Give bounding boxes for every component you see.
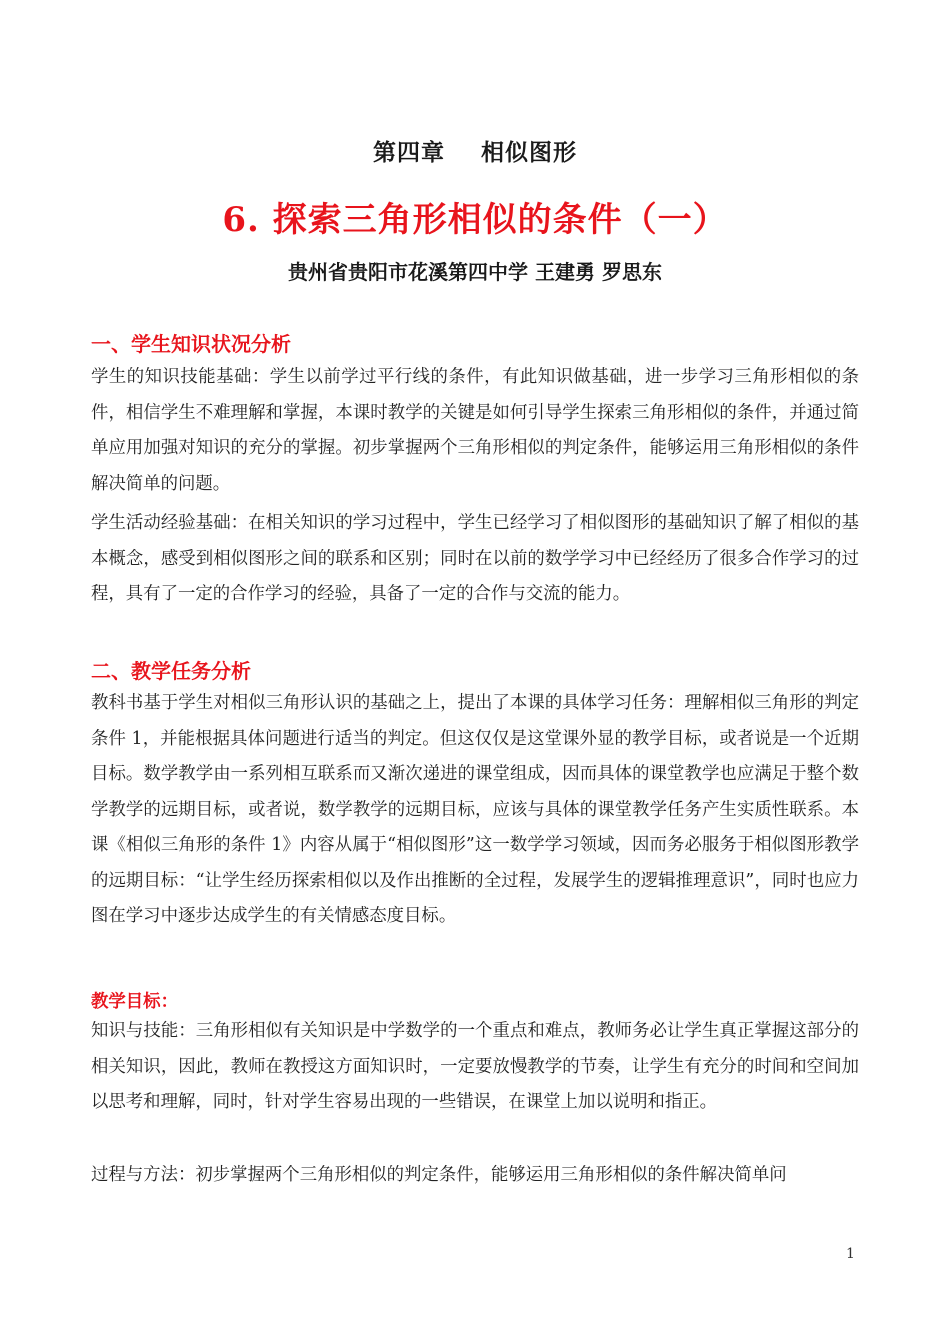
paragraph-knowledge-base: 学生的知识技能基础：学生以前学过平行线的条件，有此知识做基础，进一步学习三角形相似的条件，相信学生不难理解和掌握，本课时教学的关键是如何引导学生探索三角形相似的条件，并通过简单应用加强对知识的充分的掌握。初步掌握两个三角形相似的判定条件，能够运用三角形相似的条件解决简单的问题。 (91, 367, 859, 494)
chapter-title: 第四章 相似图形 (372, 139, 578, 166)
paragraph-activity-base: 学生活动经验基础：在相关知识的学习过程中，学生已经学习了相似图形的基础知识了解了相似的基本概念，感受到相似图形之间的联系和区别；同时在以前的数学学习中已经经历了很多合作学习的过程，具有了一定的合作学习的经验，具备了一定的合作与交流的能力。 (91, 513, 859, 604)
paragraph-task-analysis: 教科书基于学生对相似三角形认识的基础之上，提出了本课的具体学习任务：理解相似三角形的判定条件 1，并能根据具体问题进行适当的判定。但这仅仅是这堂课外显的教学目标，或者说是一个近期目标。数学教学由一系列相互联系而又渐次递进的课堂组成，因而具体的课堂教学也应满足于整个数学教学的远期目标，或者说，数学教学的远期目标，应该与具体的课堂教学任务产生实质性联系。本课《相似三角形的条件 1》内容从属于“相似图形”这一数学学习领域，因而务必服务于相似图形教学的远期目标：“让学生经历探索相似以及作出推断的全过程，发展学生的逻辑推理意识”，同时也应力图在学习中逐步达成学生的有关情感态度目标。 (91, 693, 859, 926)
section-heading-student-analysis: 一、学生知识状况分析 (91, 332, 291, 356)
author-line: 贵州省贵阳市花溪第四中学 王建勇 罗思东 (288, 260, 662, 284)
page-number: 1 (846, 1246, 855, 1262)
section-heading-task-analysis: 二、教学任务分析 (91, 659, 251, 683)
lesson-title: 6. 探索三角形相似的条件（一） (222, 200, 728, 240)
paragraph-goal-process-methods: 过程与方法：初步掌握两个三角形相似的判定条件，能够运用三角形相似的条件解决简单问 (91, 1165, 787, 1185)
subheading-teaching-goals: 教学目标： (91, 992, 178, 1012)
paragraph-goal-knowledge-skills: 知识与技能：三角形相似有关知识是中学数学的一个重点和难点，教师务必让学生真正掌握这部分的相关知识，因此，教师在教授这方面知识时，一定要放慢教学的节奏，让学生有充分的时间和空间加以思考和理解，同时，针对学生容易出现的一些错误，在课堂上加以说明和指正。 (91, 1021, 859, 1112)
